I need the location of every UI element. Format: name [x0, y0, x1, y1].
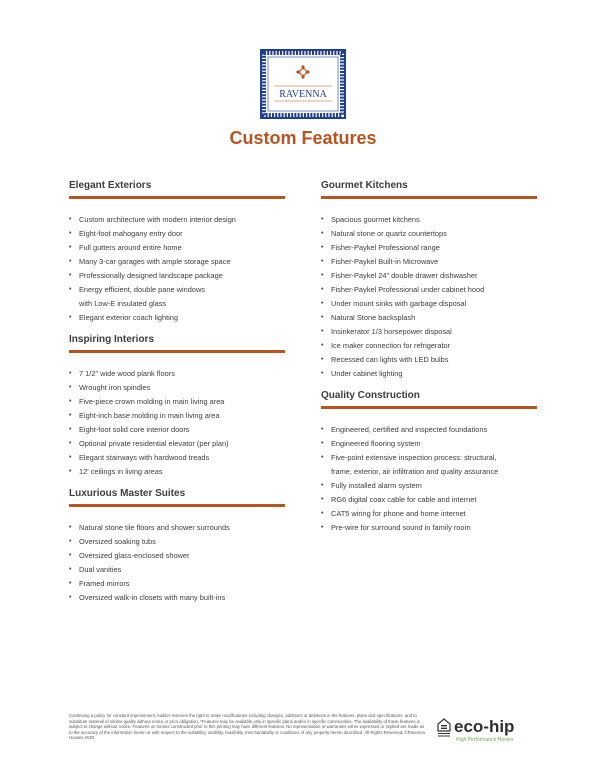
list-item: • Natural stone tile floors and shower surrounds — [69, 521, 285, 535]
section-luxurious-master-suites — [69, 488, 285, 605]
list-item: • Framed mirrors — [69, 577, 285, 591]
list-item: • Fisher-Paykel Built-in Microwave — [321, 255, 537, 269]
list-item: • Oversized walk-in closets with many built-ins — [69, 591, 285, 605]
list-item: • Under cabinet lighting — [321, 367, 537, 381]
list-item: • Oversized glass-enclosed shower — [69, 549, 285, 563]
section-rule — [321, 406, 537, 409]
section-rule — [321, 196, 537, 199]
list-item: • Engineered, certified and inspected foundations — [321, 423, 537, 437]
list-item: • Insinkerator 1/3 horsepower disposal — [321, 325, 537, 339]
section-gourmet-kitchens — [321, 180, 537, 381]
svg-text:High Performance Homes: High Performance Homes — [456, 737, 514, 743]
list-item: • Many 3-car garages with ample storage space — [69, 255, 285, 269]
section-heading: Luxurious Master Suites — [69, 488, 186, 499]
list-item: • 12' ceilings in living areas — [69, 465, 285, 479]
list-item: • Natural stone or quartz countertops — [321, 227, 537, 241]
feature-list — [69, 213, 285, 325]
feature-list — [321, 213, 537, 381]
list-item: • Optional private residential elevator (per plan) — [69, 437, 285, 451]
list-item: • Natural Stone backsplash — [321, 311, 537, 325]
section-quality-construction — [321, 390, 537, 535]
list-item: • Under mount sinks with garbage disposal — [321, 297, 537, 311]
section-inspiring-interiors — [69, 334, 285, 479]
section-rule — [69, 504, 285, 507]
list-item: • Five-point extensive inspection process: structural, — [321, 451, 537, 465]
list-item: • Full gutters around entire home — [69, 241, 285, 255]
list-item: • Fisher-Paykel 24" double drawer dishwasher — [321, 269, 537, 283]
list-item: • Wrought iron spindles — [69, 381, 285, 395]
list-item: • Five-piece crown molding in main living area — [69, 395, 285, 409]
list-item-continuation: frame, exterior, air infiltration and quality assurance — [331, 467, 499, 476]
list-item: • Eight-foot solid core interior doors — [69, 423, 285, 437]
list-item: • Fisher-Paykel Professional under cabinet hood — [321, 283, 537, 297]
list-item: • Ice maker connection for refrigerator — [321, 339, 537, 353]
section-rule — [69, 196, 285, 199]
feature-list — [69, 521, 285, 605]
list-item: • Professionally designed landscape package — [69, 269, 285, 283]
list-item: • Fully installed alarm system — [321, 479, 537, 493]
list-item: • Fisher-Paykel Professional range — [321, 241, 537, 255]
list-item: • Oversized soaking tubs — [69, 535, 285, 549]
section-heading: Inspiring Interiors — [69, 334, 155, 345]
list-item-continuation: with Low-E insulated glass — [79, 299, 167, 308]
equal-housing-icon — [437, 718, 451, 738]
list-item: • Eight-foot mahogany entry door — [69, 227, 285, 241]
list-item: • Spacious gourmet kitchens — [321, 213, 537, 227]
section-heading: Quality Construction — [321, 390, 420, 401]
list-item: • CAT5 wiring for phone and home internet — [321, 507, 537, 521]
list-item: • Energy efficient, double pane windows — [69, 283, 285, 297]
list-item: • Eight-inch base molding in main living area — [69, 409, 285, 423]
list-item: • Elegant stairways with hardwood treads — [69, 451, 285, 465]
list-item: • Elegant exterior coach lighting — [69, 311, 285, 325]
legal-disclaimer: Continuing a policy for constant improvement, builder reserves the right to make modifications including changes, additions or deletions in the features, plans and specifications, and to substitute material of similar quality without notice or prior obligation. *Features may be available only in specific plans and/or in specific communities. The availability of these features is subject to change without notice. Features on homes constructed prior to this printing may have different features. No representation or warranties either expressed or implied are made as to the accuracy of the information herein or with respect to the suitability, usability, feasibility, merchantability or conditions of any property herein described. All Rights Reserved. ©Ravenna Houses 2020 — [69, 713, 425, 741]
list-item: • RG6 digital coax cable for cable and internet — [321, 493, 537, 507]
feature-list — [69, 367, 285, 479]
ravenna-logo — [260, 49, 346, 119]
section-rule — [69, 350, 285, 353]
list-item: • Engineered flooring system — [321, 437, 537, 451]
svg-text:RAVENNA: RAVENNA — [279, 89, 327, 100]
list-item: • Custom architecture with modern interior design — [69, 213, 285, 227]
list-item: • Recessed can lights with LED bulbs — [321, 353, 537, 367]
page-title: Custom Features — [229, 128, 377, 148]
list-item: • Dual vanities — [69, 563, 285, 577]
list-item: • Pre-wire for surround sound in family room — [321, 521, 537, 535]
eco-hip-logo — [452, 715, 542, 743]
section-heading: Gourmet Kitchens — [321, 180, 408, 191]
list-item: • 7 1/2" wide wood plank floors — [69, 367, 285, 381]
section-heading: Elegant Exteriors — [69, 180, 152, 191]
svg-text:eco-hip: eco-hip — [454, 717, 515, 736]
section-elegant-exteriors — [69, 180, 285, 325]
feature-list — [321, 423, 537, 535]
